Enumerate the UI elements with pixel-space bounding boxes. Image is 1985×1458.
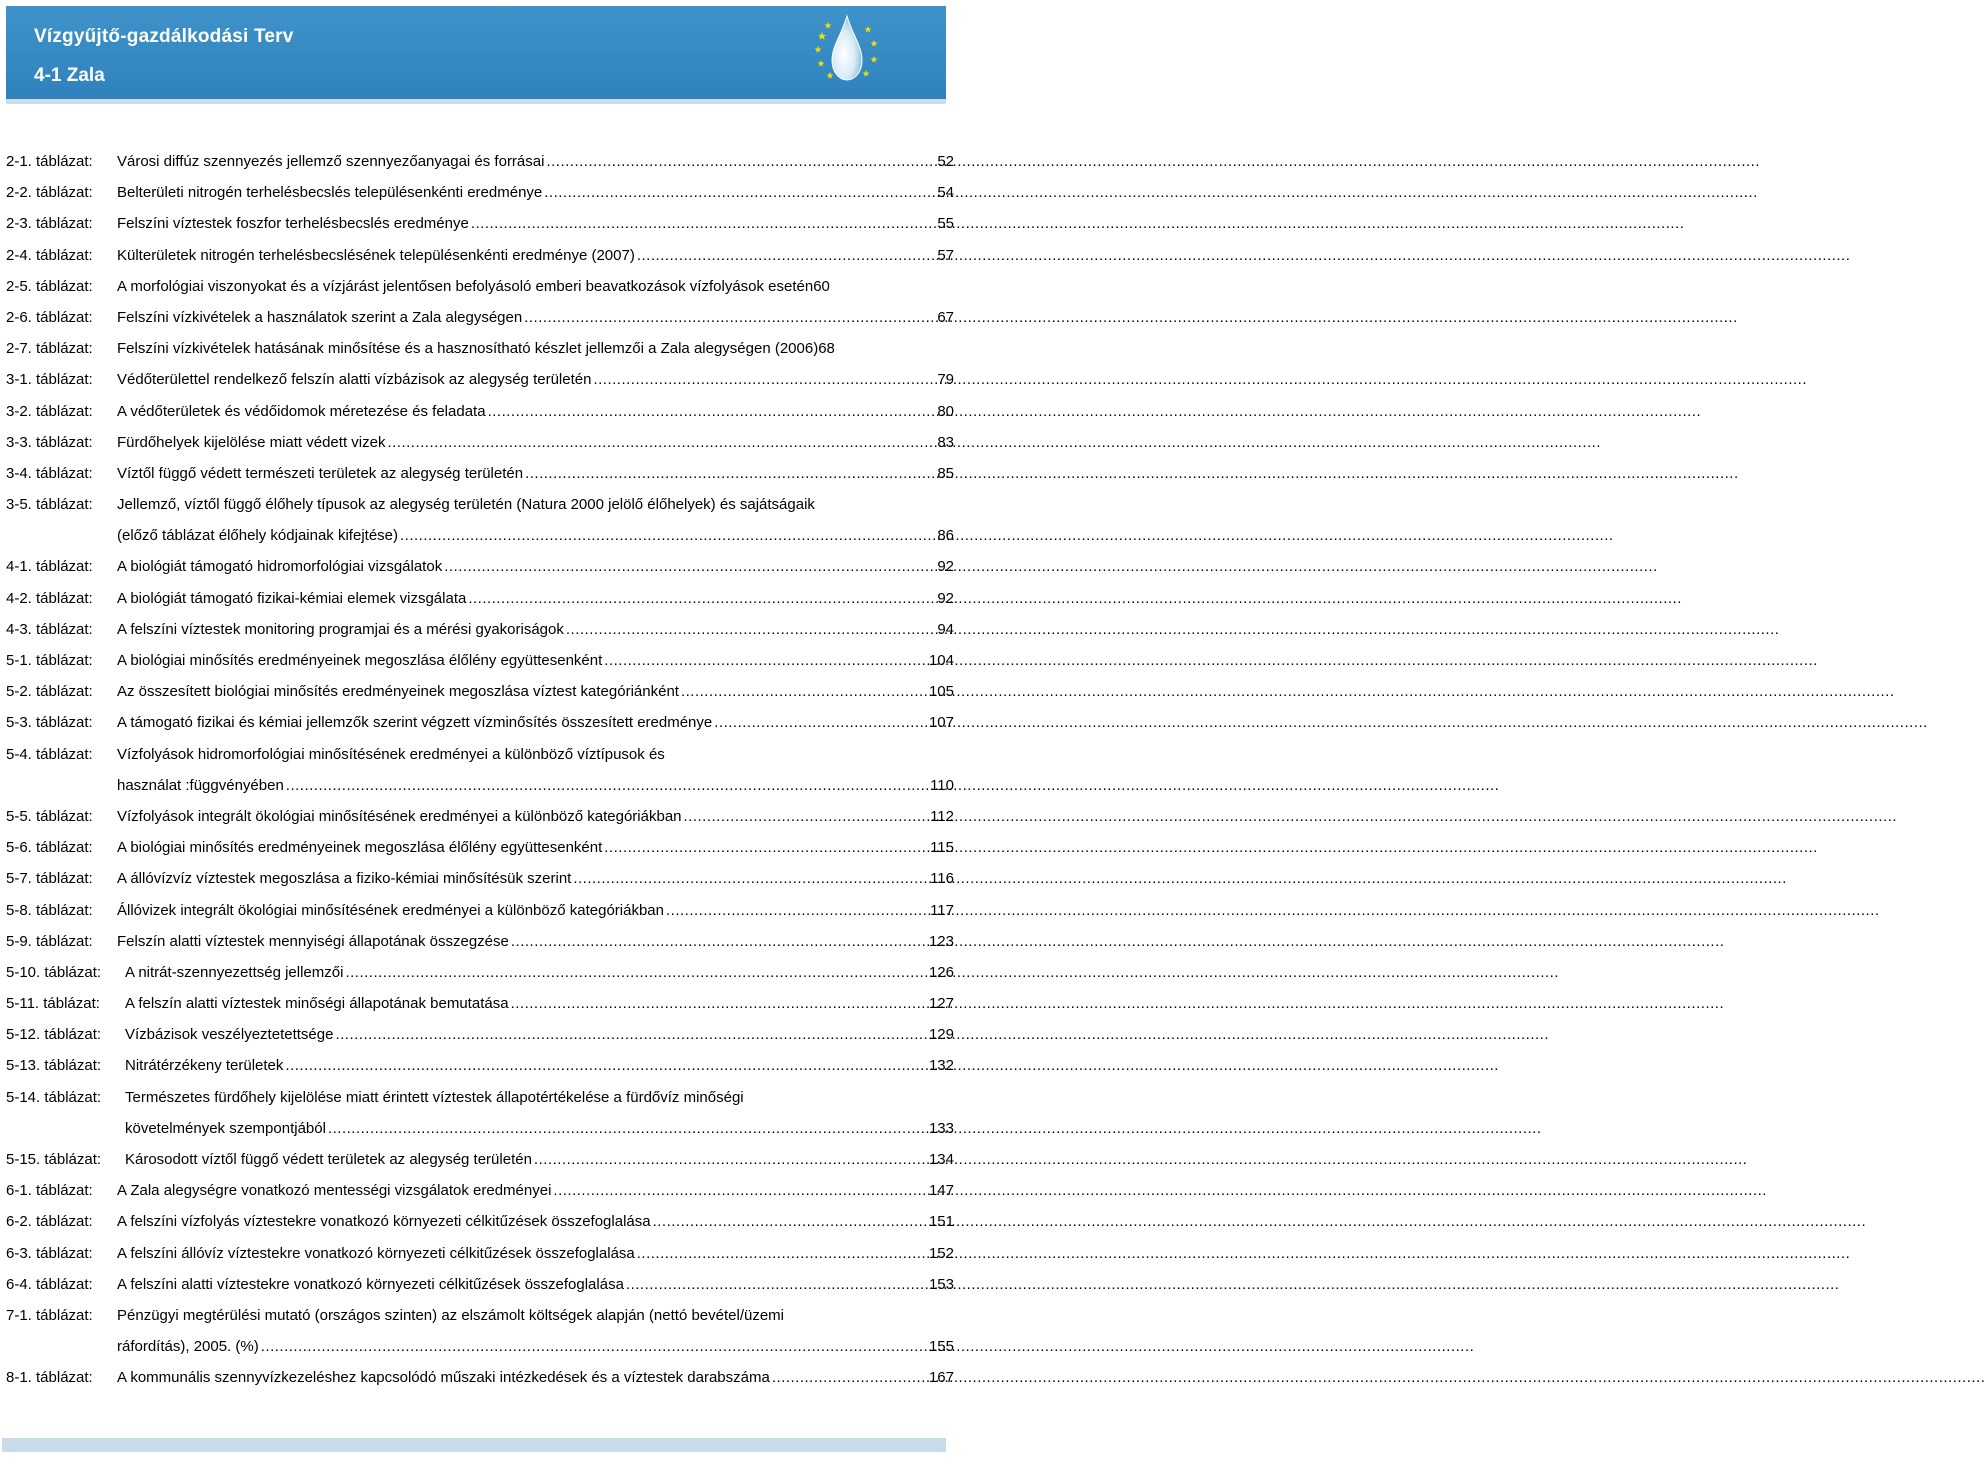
toc-page-number: 79 [937, 371, 954, 389]
document-header [6, 6, 946, 104]
toc-entry[interactable] [6, 583, 954, 614]
toc-leader-dots [286, 770, 928, 801]
toc-leader-dots [544, 177, 935, 208]
toc-entry-number: 6-3. táblázat: [6, 1244, 93, 1262]
toc-entry[interactable] [6, 988, 954, 1019]
toc-entry[interactable] [6, 364, 954, 395]
toc-entry[interactable] [6, 458, 954, 489]
toc-leader-dots [525, 458, 935, 489]
toc-leader-dots [604, 645, 927, 676]
toc-entry-number: 5-15. táblázat: [6, 1151, 102, 1168]
toc-leader-dots [511, 926, 927, 957]
toc-leader-dots [328, 1113, 927, 1144]
toc-entry-title: A védőterületek és védőidomok méretezése és feladata [117, 402, 486, 420]
toc-page-number: 67 [937, 308, 954, 326]
toc-entry[interactable] [6, 739, 954, 801]
toc-entry-title: A felszíni alatti víztestekre vonatkozó környezeti célkitűzések összefoglalása [117, 1275, 624, 1293]
toc-entry[interactable] [6, 801, 954, 832]
toc-entry-title: Felszín alatti víztestek mennyiségi állapotának összegzése [117, 932, 509, 950]
toc-entry[interactable] [6, 208, 954, 239]
toc-leader-dots [345, 957, 927, 988]
toc-page-number: 92 [937, 589, 954, 607]
toc-entry[interactable] [6, 146, 954, 177]
toc-entry[interactable] [6, 489, 954, 551]
toc-entry-title: A felszíni víztestek monitoring programjai és a mérési gyakoriságok [117, 620, 564, 638]
toc-page-number: 132 [928, 1057, 954, 1075]
toc-entry-title: Városi diffúz szennyezés jellemző szennyezőanyagai és forrásai [117, 153, 545, 170]
toc-entry-number: 2-5. táblázat: [6, 277, 93, 295]
toc-entry[interactable] [6, 1144, 954, 1175]
toc-leader-dots [681, 676, 927, 707]
toc-page-number: 94 [937, 620, 954, 638]
toc-entry[interactable] [6, 1082, 954, 1144]
toc-page-number: 167 [928, 1369, 954, 1387]
toc-page-number: 80 [937, 402, 954, 420]
toc-leader-dots [471, 208, 935, 239]
toc-entry-title: ráfordítás), 2005. (%) [117, 1338, 259, 1356]
header-title: Vízgyűjtő-gazdálkodási Terv [34, 26, 294, 47]
toc-entry-number: 6-4. táblázat: [6, 1275, 93, 1293]
toc-entry[interactable] [6, 396, 954, 427]
toc-entry-title: Felszíni víztestek foszfor terhelésbecslés eredménye [117, 215, 469, 233]
footer-divider [2, 1438, 946, 1452]
toc-entry-number: 5-6. táblázat: [6, 839, 93, 857]
toc-page-number: 152 [928, 1244, 954, 1262]
toc-page-number: 104 [928, 652, 954, 669]
toc-leader-dots [714, 707, 927, 738]
toc-entry[interactable] [6, 1238, 954, 1269]
toc-leader-dots [573, 863, 928, 894]
toc-entry-number: 5-5. táblázat: [6, 807, 93, 825]
toc-page-number: 57 [937, 246, 954, 264]
toc-entry-number: 5-11. táblázat: [6, 995, 100, 1013]
toc-entry-number: 5-10. táblázat: [6, 963, 102, 981]
toc-entry-title: A biológiai minősítés eredményeinek megoszlása élőlény együttesenként [117, 652, 603, 669]
toc-entry-title: Víztől függő védett természeti területek az alegység területén [117, 464, 524, 482]
toc-leader-dots [684, 801, 929, 832]
toc-page-number: 52 [937, 153, 954, 170]
toc-entry[interactable] [6, 302, 954, 333]
toc-entry-number: 5-13. táblázat: [6, 1057, 102, 1075]
toc-entry[interactable] [6, 832, 954, 863]
toc-leader-dots [285, 1050, 927, 1081]
toc-entry-title: A biológiát támogató fizikai-kémiai elemek vizsgálata [117, 589, 467, 607]
toc-leader-dots [534, 1144, 927, 1175]
toc-entry-number: 3-4. táblázat: [6, 464, 93, 482]
toc-entry-title: Pénzügyi megtérülési mutató (országos szinten) az elszámolt költségek alapján (nettó bevétel/üzemi [117, 1306, 785, 1324]
toc-page-number: 127 [928, 995, 954, 1013]
toc-leader-dots [511, 988, 927, 1019]
toc-entry-number: 2-7. táblázat: [6, 340, 93, 358]
toc-entry-title: A felszíni vízfolyás víztestekre vonatkozó környezeti célkitűzések összefoglalása [117, 1213, 651, 1231]
toc-entry-title: Nitrátérzékeny területek [125, 1057, 284, 1075]
toc-entry-title: Az összesített biológiai minősítés eredményeinek megoszlása víztest kategóriánként [117, 683, 679, 701]
toc-entry-title: A morfológiai viszonyokat és a vízjárást jelentősen befolyásoló emberi beavatkozások vízfolyások esetén60 [117, 277, 830, 295]
toc-leader-dots [637, 240, 935, 271]
toc-page-number: 86 [937, 527, 954, 545]
toc-entry-title: Külterületek nitrogén terhelésbecslésének településenkénti eredménye (2007) [117, 246, 635, 264]
toc-entry-number: 3-1. táblázat: [6, 371, 93, 389]
toc-leader-dots [400, 520, 935, 551]
toc-entry-title: A felszíni állóvíz víztestekre vonatkozó környezeti célkitűzések összefoglalása [117, 1244, 635, 1262]
toc-entry-number: 4-3. táblázat: [6, 620, 93, 638]
toc-entry-number: 5-2. táblázat: [6, 683, 93, 701]
toc-entry[interactable] [6, 1362, 954, 1393]
toc-leader-dots [637, 1238, 927, 1269]
toc-entry-number: 5-8. táblázat: [6, 901, 93, 919]
toc-entry[interactable] [6, 271, 954, 302]
toc-entry-number: 5-9. táblázat: [6, 932, 93, 950]
toc-leader-dots [524, 302, 935, 333]
toc-entry-title: A Zala alegységre vonatkozó mentességi vizsgálatok eredményei [117, 1182, 552, 1200]
toc-page-number: 151 [928, 1213, 954, 1231]
toc-page-number: 105 [928, 683, 954, 701]
toc-entry[interactable] [6, 333, 954, 364]
toc-leader-dots [653, 1206, 927, 1237]
toc-entry-title: Károsodott víztől függő védett területek az alegység területén [125, 1151, 532, 1168]
toc-entry-number: 7-1. táblázat: [6, 1306, 93, 1324]
toc-entry-number: 2-2. táblázat: [6, 184, 93, 202]
toc-entry-title: Felszíni vízkivételek hatásának minősítése és a hasznosítható készlet jellemzői a Zala alegységen (2006)68 [117, 340, 835, 358]
toc-page-number: 92 [937, 558, 954, 576]
toc-entry-title: Állóvizek integrált ökológiai minősítésének eredményei a különböző kategóriákban [117, 901, 664, 919]
toc-entry-number: 2-1. táblázat: [6, 153, 93, 170]
toc-page-number: 107 [928, 714, 954, 732]
toc-leader-dots [261, 1331, 927, 1362]
water-drop-stars-icon [812, 12, 882, 88]
toc-entry-number: 3-2. táblázat: [6, 402, 93, 420]
toc-entry-number: 5-1. táblázat: [6, 652, 93, 669]
toc-entry-title: A felszín alatti víztestek minőségi állapotának bemutatása [125, 995, 509, 1013]
toc-entry-title: A támogató fizikai és kémiai jellemzők szerint végzett vízminősítés összesített eredménye [117, 714, 713, 732]
toc-entry-number: 2-6. táblázat: [6, 308, 93, 326]
toc-entry-title: Belterületi nitrogén terhelésbecslés településenkénti eredménye [117, 184, 543, 202]
toc-entry-number: 6-1. táblázat: [6, 1182, 93, 1200]
toc-entry-title: Természetes fürdőhely kijelölése miatt érintett víztestek állapotértékelése a fürdővíz minőségi [125, 1088, 744, 1106]
toc-page-number: 115 [930, 839, 954, 857]
toc-leader-dots [444, 551, 935, 582]
toc-entry-title: A nitrát-szennyezettség jellemzői [125, 963, 344, 981]
toc-entry[interactable] [6, 926, 954, 957]
toc-entry[interactable] [6, 427, 954, 458]
toc-entry[interactable] [6, 645, 954, 676]
toc-entry[interactable] [6, 863, 954, 894]
toc-entry-title: Vízfolyások integrált ökológiai minősítésének eredményei a különböző kategóriákban [117, 807, 682, 825]
toc-entry-title: Vízbázisok veszélyeztetettsége [125, 1026, 334, 1044]
toc-page-number: 117 [930, 901, 954, 919]
toc-entry-title: A biológiát támogató hidromorfológiai vizsgálatok [117, 558, 443, 576]
toc-leader-dots [335, 1019, 927, 1050]
toc-entry[interactable] [6, 240, 954, 271]
toc-leader-dots [604, 832, 928, 863]
toc-page-number: 55 [937, 215, 954, 233]
toc-entry-number: 4-1. táblázat: [6, 558, 93, 576]
toc-leader-dots [553, 1175, 927, 1206]
toc-entry-title: Vízfolyások hidromorfológiai minősítésének eredményei a különböző víztípusok és [117, 745, 665, 763]
toc-entry[interactable] [6, 1269, 954, 1300]
toc-entry-number: 8-1. táblázat: [6, 1369, 93, 1387]
toc-entry-title: (előző táblázat élőhely kódjainak kifejtése) [117, 527, 398, 545]
toc-page-number: 112 [930, 807, 954, 825]
toc-entry-number: 5-12. táblázat: [6, 1026, 102, 1044]
toc-page-number: 83 [937, 433, 954, 451]
toc-entry-number: 2-3. táblázat: [6, 215, 93, 233]
toc-page-number: 126 [928, 963, 954, 981]
toc-leader-dots [488, 396, 936, 427]
toc-entry-title: Védőterülettel rendelkező felszín alatti vízbázisok az alegység területén [117, 371, 592, 389]
toc-entry[interactable] [6, 895, 954, 926]
toc-page-number: 147 [928, 1182, 954, 1200]
toc-entry[interactable] [6, 177, 954, 208]
toc-entry[interactable] [6, 1206, 954, 1237]
toc-page-number: 123 [928, 932, 954, 950]
toc-entry-number: 6-2. táblázat: [6, 1213, 93, 1231]
toc-entry-title: Fürdőhelyek kijelölése miatt védett vizek [117, 433, 386, 451]
toc-leader-dots [566, 614, 935, 645]
toc-leader-dots [387, 427, 935, 458]
toc-page-number: 134 [928, 1151, 954, 1168]
toc-entry[interactable] [6, 707, 954, 738]
toc-entry-number: 5-3. táblázat: [6, 714, 93, 732]
toc-page-number: 110 [930, 776, 954, 794]
toc-page-number: 85 [937, 464, 954, 482]
toc-entry-number: 3-5. táblázat: [6, 496, 93, 514]
toc-leader-dots [468, 583, 935, 614]
toc-entry-title: A állóvízvíz víztestek megoszlása a fiziko-kémiai minősítésük szerint [117, 870, 572, 888]
toc-entry-number: 5-7. táblázat: [6, 870, 93, 888]
toc-page-number: 116 [930, 870, 954, 888]
toc-entry-number: 2-4. táblázat: [6, 246, 93, 264]
toc-entry-title: Jellemző, víztől függő élőhely típusok az alegység területén (Natura 2000 jelölő élőhelyek) és sajátságaik [117, 496, 815, 514]
toc-entry[interactable] [6, 957, 954, 988]
toc-entry[interactable] [6, 1175, 954, 1206]
toc-entry[interactable] [6, 676, 954, 707]
header-subtitle: 4-1 Zala [34, 65, 105, 86]
toc-entry-title: A biológiai minősítés eredményeinek megoszlása élőlény együttesenként [117, 839, 603, 857]
toc-entry-number: 5-4. táblázat: [6, 745, 93, 763]
toc-entry[interactable] [6, 1019, 954, 1050]
toc-entry[interactable] [6, 614, 954, 645]
toc-entry-title: Felszíni vízkivételek a használatok szerint a Zala alegységen [117, 308, 523, 326]
toc-leader-dots [546, 146, 935, 177]
toc-entry-number: 4-2. táblázat: [6, 589, 93, 607]
table-of-tables [6, 146, 954, 1394]
toc-leader-dots [772, 1362, 927, 1393]
toc-page-number: 54 [937, 184, 954, 202]
toc-entry[interactable] [6, 1300, 954, 1362]
toc-entry-title: követelmények szempontjából [125, 1119, 326, 1137]
toc-leader-dots [666, 895, 928, 926]
toc-entry-number: 5-14. táblázat: [6, 1088, 102, 1106]
toc-leader-dots [626, 1269, 927, 1300]
toc-entry-title: használat :függvényében [117, 776, 284, 794]
toc-page-number: 129 [928, 1026, 954, 1044]
toc-entry-title: A kommunális szennyvízkezeléshez kapcsolódó műszaki intézkedések és a víztestek darabszáma [117, 1369, 770, 1387]
toc-leader-dots [593, 364, 935, 395]
toc-entry[interactable] [6, 1050, 954, 1081]
toc-page-number: 133 [928, 1119, 954, 1137]
toc-entry-number: 3-3. táblázat: [6, 433, 93, 451]
toc-page-number: 153 [928, 1275, 954, 1293]
toc-page-number: 155 [928, 1338, 954, 1356]
toc-entry[interactable] [6, 551, 954, 582]
